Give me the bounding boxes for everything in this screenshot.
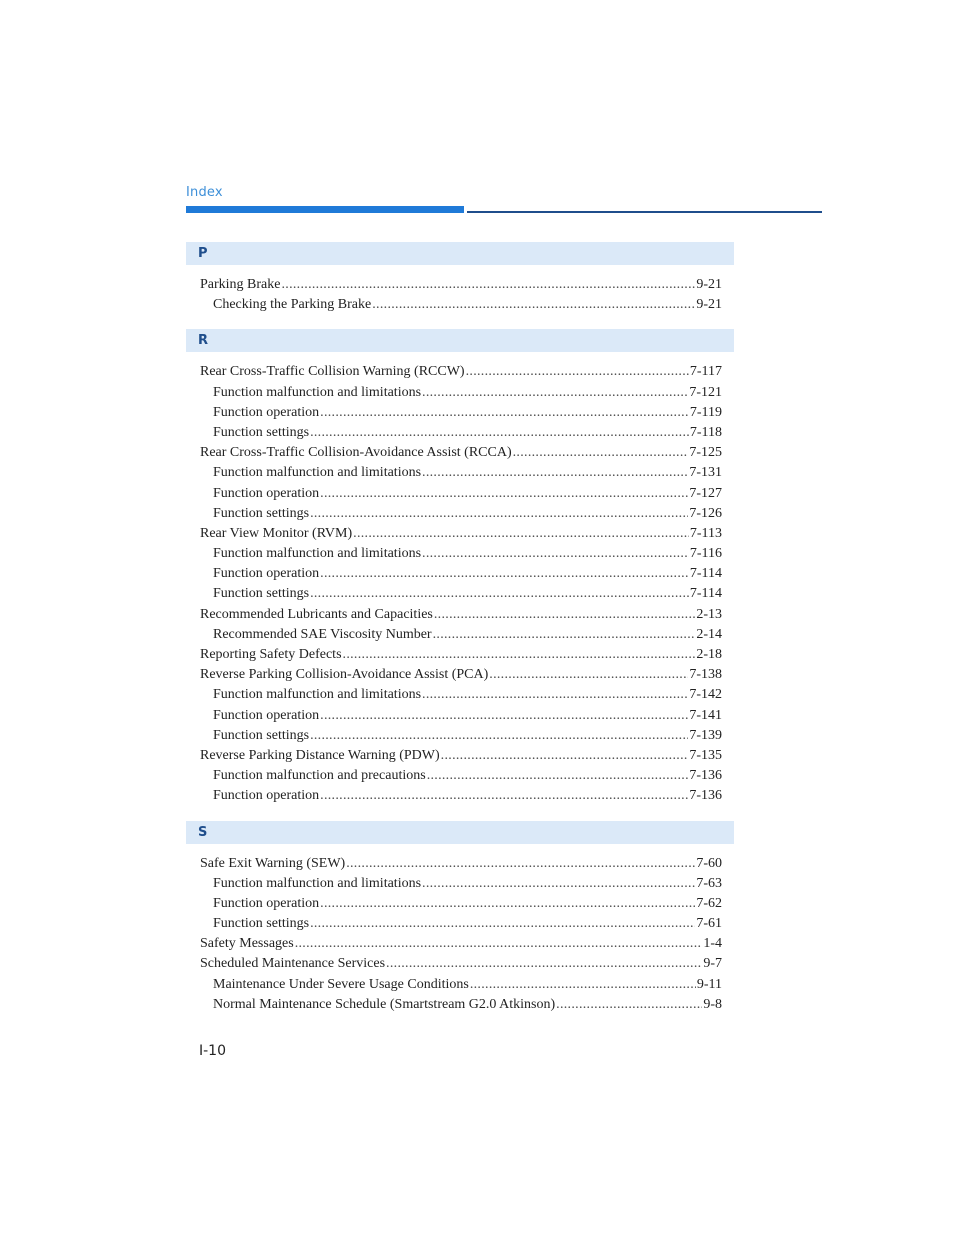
entry-page: 1-4 [703, 936, 722, 952]
dot-leader [310, 504, 688, 524]
entry-page: 7-121 [689, 384, 722, 400]
entry-page: 7-126 [689, 505, 722, 521]
dot-leader [343, 645, 696, 665]
section-entries [186, 275, 734, 315]
index-entry [186, 746, 734, 766]
index-entry [186, 605, 734, 625]
dot-leader [320, 706, 688, 726]
index-section-s [186, 821, 734, 1016]
entry-text: Scheduled Maintenance Services [200, 956, 386, 972]
entry-text: Recommended SAE Viscosity Number [213, 626, 432, 642]
index-subentry [186, 975, 734, 995]
entry-text: Function settings [213, 586, 310, 602]
entry-page: 2-13 [696, 606, 722, 622]
entry-page: 7-62 [696, 895, 722, 911]
dot-leader [386, 954, 702, 974]
index-entry [186, 443, 734, 463]
entry-page: 2-14 [696, 626, 722, 642]
entry-page: 7-138 [689, 667, 722, 683]
index-entry [186, 665, 734, 685]
dot-leader [320, 484, 688, 504]
entry-page: 7-142 [689, 687, 722, 703]
entry-page: 9-8 [703, 996, 722, 1012]
index-entry [186, 524, 734, 544]
dot-leader [422, 874, 695, 894]
dot-leader [320, 564, 689, 584]
entry-page: 7-136 [689, 768, 722, 784]
index-entry [186, 854, 734, 874]
header-accent-rule [186, 206, 464, 213]
index-entry [186, 954, 734, 974]
index-subentry [186, 544, 734, 564]
section-letter: P [186, 242, 734, 265]
index-subentry [186, 894, 734, 914]
entry-text: Safe Exit Warning (SEW) [200, 855, 346, 871]
index-subentry [186, 423, 734, 443]
entry-page: 9-7 [703, 956, 722, 972]
index-section-p [186, 242, 734, 315]
entry-page: 7-141 [689, 707, 722, 723]
entry-text: Function operation [213, 485, 320, 501]
dot-leader [422, 383, 688, 403]
dot-leader [466, 362, 689, 382]
index-subentry [186, 706, 734, 726]
section-entries [186, 854, 734, 1016]
index-subentry [186, 914, 734, 934]
index-subentry [186, 995, 734, 1015]
dot-leader [470, 975, 696, 995]
index-sections [186, 242, 734, 1029]
entry-page: 7-136 [689, 788, 722, 804]
entry-page: 7-127 [689, 485, 722, 501]
index-subentry [186, 463, 734, 483]
entry-text: Normal Maintenance Schedule (Smartstream G2.0 Atkinson) [213, 996, 556, 1012]
dot-leader [353, 524, 689, 544]
entry-page: 7-119 [689, 404, 722, 420]
dot-leader [513, 443, 689, 463]
index-subentry [186, 726, 734, 746]
entry-page: 7-131 [689, 465, 722, 481]
entry-text: Function settings [213, 727, 310, 743]
dot-leader [433, 625, 696, 645]
entry-text: Reporting Safety Defects [200, 647, 342, 662]
index-entry [186, 934, 734, 954]
entry-text: Function settings [213, 916, 310, 932]
index-subentry [186, 504, 734, 524]
index-entry [186, 645, 734, 665]
entry-text: Parking Brake [200, 277, 281, 292]
entry-text: Function malfunction and limitations [213, 465, 422, 481]
entry-text: Checking the Parking Brake [213, 297, 372, 313]
dot-leader [422, 544, 689, 564]
entry-page: 7-139 [689, 727, 722, 743]
entry-text: Function operation [213, 788, 320, 804]
section-letter: R [186, 329, 734, 352]
index-subentry [186, 874, 734, 894]
entry-page: 7-63 [696, 875, 722, 891]
entry-text: Function operation [213, 404, 320, 420]
dot-leader [489, 665, 688, 685]
dot-leader [422, 463, 688, 483]
entry-text: Recommended Lubricants and Capacities [200, 606, 433, 622]
index-subentry [186, 766, 734, 786]
index-subentry [186, 484, 734, 504]
entry-text: Function malfunction and limitations [213, 875, 422, 891]
dot-leader [422, 685, 688, 705]
dot-leader [320, 403, 689, 423]
index-entry [186, 275, 734, 295]
entry-page: 9-21 [696, 277, 722, 292]
index-subentry [186, 295, 734, 315]
entry-page: 9-11 [696, 976, 722, 992]
entry-text: Function malfunction and limitations [213, 687, 422, 703]
dot-leader [434, 605, 695, 625]
index-section-r [186, 329, 734, 806]
entry-text: Rear Cross-Traffic Collision Warning (RCCW) [200, 364, 465, 380]
dot-leader [441, 746, 689, 766]
entry-page: 2-18 [696, 647, 722, 662]
entry-page: 7-117 [689, 364, 722, 380]
entry-text: Function operation [213, 707, 320, 723]
entry-page: 9-21 [696, 297, 722, 313]
entry-text: Rear View Monitor (RVM) [200, 525, 353, 541]
dot-leader [556, 995, 702, 1015]
dot-leader [427, 766, 689, 786]
entry-page: 7-135 [689, 747, 722, 763]
entry-page: 7-113 [689, 525, 722, 541]
entry-text: Safety Messages [200, 936, 294, 952]
entry-page: 7-114 [689, 586, 722, 602]
entry-text: Function settings [213, 505, 310, 521]
index-entry [186, 362, 734, 382]
dot-leader [295, 934, 703, 954]
dot-leader [346, 854, 695, 874]
dot-leader [372, 295, 695, 315]
index-subentry [186, 786, 734, 806]
dot-leader [310, 726, 688, 746]
section-letter: S [186, 821, 734, 844]
index-subentry [186, 564, 734, 584]
dot-leader [320, 786, 688, 806]
section-entries [186, 362, 734, 806]
entry-page: 7-125 [689, 445, 722, 461]
entry-page: 7-118 [689, 424, 722, 440]
entry-text: Function malfunction and limitations [213, 546, 422, 562]
entry-page: 7-116 [689, 546, 722, 562]
index-subentry [186, 584, 734, 604]
header-title: Index [186, 185, 223, 200]
dot-leader [310, 914, 695, 934]
entry-page: 7-61 [696, 916, 722, 932]
entry-text: Function settings [213, 424, 310, 440]
entry-text: Function operation [213, 895, 320, 911]
index-subentry [186, 403, 734, 423]
entry-text: Function malfunction and limitations [213, 384, 422, 400]
entry-text: Function operation [213, 566, 320, 582]
index-subentry [186, 625, 734, 645]
entry-text: Function malfunction and precautions [213, 768, 426, 784]
entry-page: 7-60 [696, 855, 722, 871]
dot-leader [281, 275, 695, 295]
dot-leader [310, 584, 689, 604]
header-divider-rule [467, 211, 822, 213]
entry-page: 7-114 [689, 566, 722, 582]
entry-text: Maintenance Under Severe Usage Conditions [213, 976, 469, 992]
dot-leader [320, 894, 695, 914]
page-number: I-10 [199, 1043, 226, 1059]
index-subentry [186, 685, 734, 705]
entry-text: Reverse Parking Collision-Avoidance Assist (PCA) [200, 667, 489, 683]
dot-leader [310, 423, 689, 443]
entry-text: Rear Cross-Traffic Collision-Avoidance Assist (RCCA) [200, 445, 512, 461]
index-subentry [186, 383, 734, 403]
entry-text: Reverse Parking Distance Warning (PDW) [200, 747, 440, 763]
